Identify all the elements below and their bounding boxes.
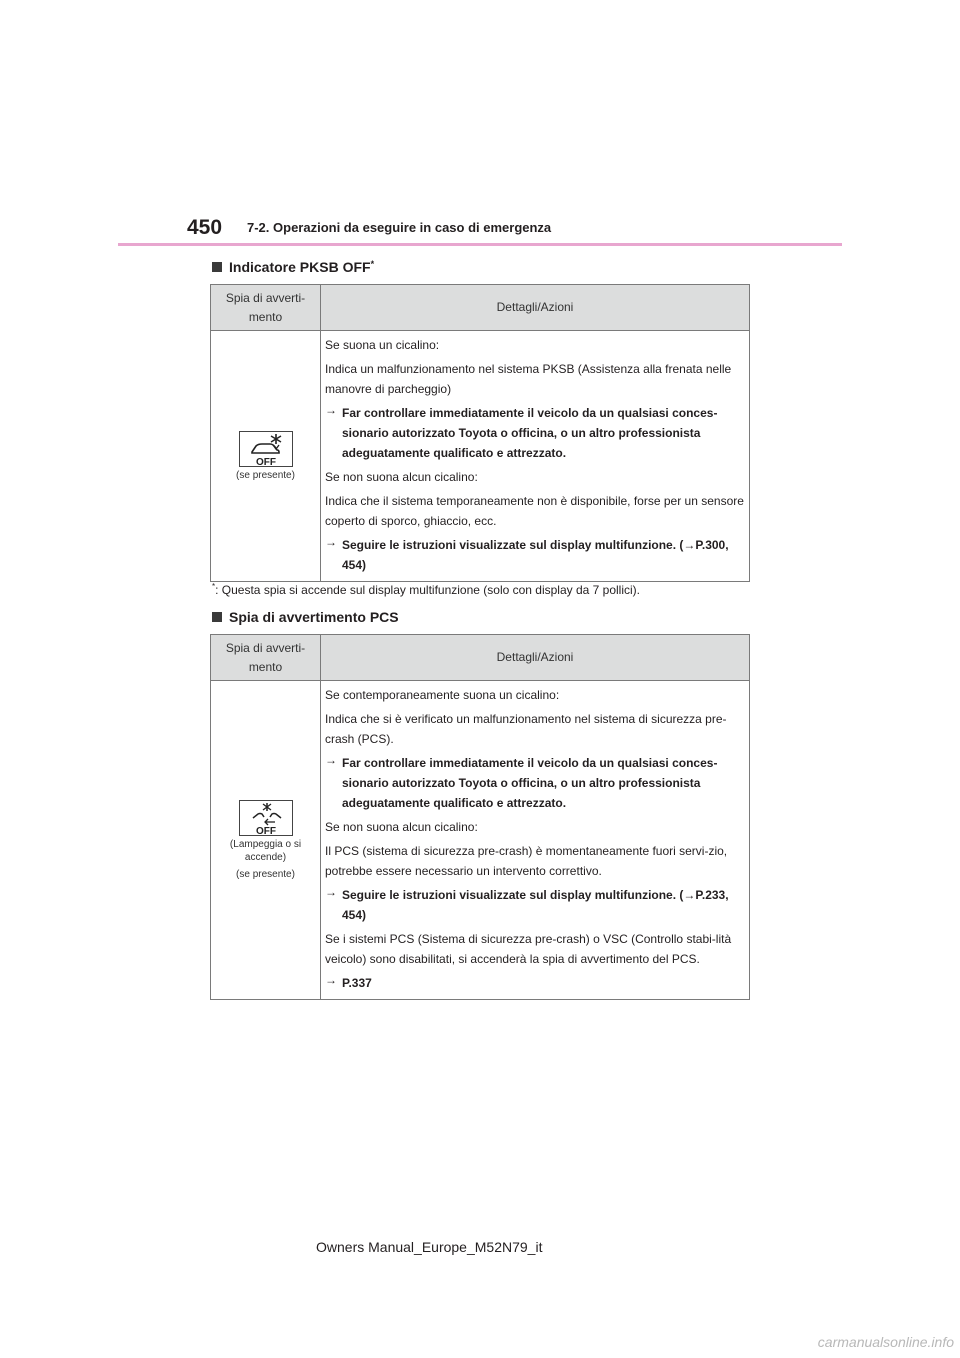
pksb-p2: Indica un malfunzionamento nel sistema PKSB (Assistenza alla frenata nelle manovre di parcheggio): [325, 362, 732, 396]
pcs-action-2-text: Seguire le istruzioni visualizzate sul display multifunzione. (→P.233, 454): [342, 888, 729, 922]
pcs-p1: Se contemporaneamente suona un cicalino:: [325, 688, 560, 702]
pksb-action-1-text: Far controllare immediatamente il veicolo da un qualsiasi conces-sionario autorizzato Toyota o officina, o un altro professionista adeguatamente qualificato e attrezzato.: [342, 406, 718, 460]
pcs-heading-text: Spia di avvertimento PCS: [229, 609, 399, 625]
pcs-details-cell: [321, 681, 750, 1000]
square-bullet-icon: [212, 262, 222, 272]
pksb-action-2-text: Seguire le istruzioni visualizzate sul display multifunzione. (→P.300, 454): [342, 538, 729, 572]
footnote-text: : Questa spia si accende sul display multifunzione (solo con display da 7 pollici).: [215, 583, 641, 597]
col-header-warning-light: Spia di avverti- mento: [211, 285, 321, 331]
pksb-warning-table: [210, 284, 750, 582]
table-header-row: [211, 285, 750, 331]
table-row: [211, 331, 750, 582]
arrow-right-icon: →: [325, 973, 337, 987]
pksb-p1: Se suona un cicalino:: [325, 338, 440, 352]
pksb-icon-text: OFF: [255, 456, 276, 468]
pcs-action-1-text: Far controllare immediatamente il veicolo da un qualsiasi conces-sionario autorizzato Toyota o officina, o un altro professionista adeguatamente qualificato e attrezzato.: [342, 756, 718, 810]
pcs-action-2: [325, 885, 745, 925]
pcs-action-3: [325, 973, 745, 993]
pksb-p3: Se non suona alcun cicalino:: [325, 470, 478, 484]
pcs-warning-table: [210, 634, 750, 1000]
pcs-p3: Se non suona alcun cicalino:: [325, 820, 478, 834]
col-header-details: Dettagli/Azioni: [321, 285, 750, 331]
pcs-p5: Se i sistemi PCS (Sistema di sicurezza pre-crash) o VSC (Controllo stabi-lità veicolo) sono disabilitati, si accenderà la spia di avvertimento del PCS.: [325, 932, 732, 966]
pksb-p4: Indica che il sistema temporaneamente non è disponibile, forse per un sensore coperto di sporco, ghiaccio, ecc.: [325, 494, 744, 528]
pksb-off-icon: [239, 431, 293, 467]
pksb-action-2: [325, 535, 745, 575]
pksb-heading-mark: *: [370, 259, 375, 269]
pcs-action-3-text: P.337: [342, 976, 372, 990]
pcs-p4: Il PCS (sistema di sicurezza pre-crash) è momentaneamente fuori servi-zio, potrebbe essere necessario un intervento correttivo.: [325, 844, 728, 878]
square-bullet-icon: [212, 612, 222, 622]
footnote-mark: *: [212, 582, 216, 591]
site-watermark: carmanualsonline.info: [817, 1334, 954, 1350]
page-number: 450: [187, 216, 223, 239]
col-header-details: Dettagli/Azioni: [321, 635, 750, 681]
table-header-row: [211, 635, 750, 681]
arrow-right-icon: →: [325, 535, 337, 549]
table-row: [211, 681, 750, 1000]
pksb-heading-text: Indicatore PKSB OFF: [229, 259, 371, 275]
pksb-heading: [212, 259, 374, 275]
pksb-icon-cell: [211, 331, 321, 582]
pcs-icon-label-1: (Lampeggia o si accende): [229, 838, 302, 863]
pksb-icon-label: (se presente): [236, 469, 295, 481]
pcs-action-1: [325, 753, 745, 813]
section-title: 7-2. Operazioni da eseguire in caso di emergenza: [247, 220, 552, 235]
arrow-right-icon: →: [325, 885, 337, 899]
col-header-warning-light: Spia di avverti- mento: [211, 635, 321, 681]
pksb-details-cell: [321, 331, 750, 582]
manual-id-footer: Owners Manual_Europe_M52N79_it: [316, 1239, 543, 1255]
pcs-heading: [212, 609, 399, 625]
arrow-right-icon: →: [325, 403, 337, 417]
pksb-footnote: [212, 582, 640, 597]
pcs-p2: Indica che si è verificato un malfunzionamento nel sistema di sicurezza pre-crash (PCS).: [325, 712, 727, 746]
pcs-icon-text: OFF: [255, 825, 276, 837]
header-divider: [118, 243, 842, 246]
pcs-icon-cell: [211, 681, 321, 1000]
pcs-off-icon: [239, 800, 293, 836]
page-header: [187, 214, 747, 244]
pcs-icon-label-2: (se presente): [236, 868, 295, 880]
pksb-action-1: [325, 403, 745, 463]
arrow-right-icon: →: [325, 753, 337, 767]
